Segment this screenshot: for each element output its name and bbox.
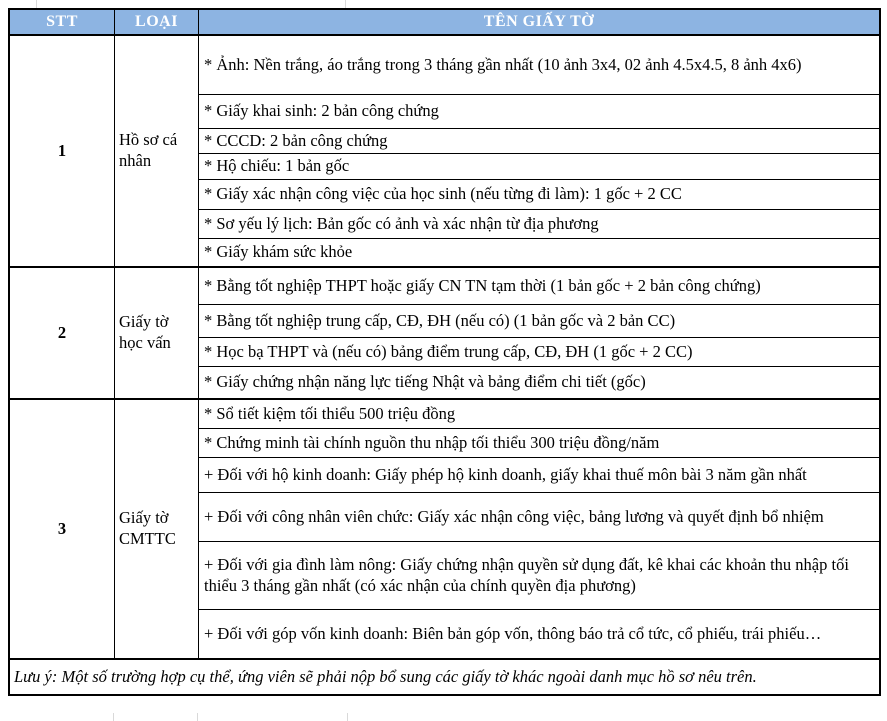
document-item[interactable]: * Giấy xác nhận công việc của học sinh (nếu từng đi làm): 1 gốc + 2 CC — [199, 179, 879, 209]
header-cell-ten[interactable]: TÊN GIẤY TỜ — [483, 13, 595, 30]
group-items — [199, 36, 879, 266]
documents-table — [8, 8, 881, 696]
group-number-cell[interactable]: 2 — [10, 268, 115, 398]
sheet-gridline — [36, 0, 37, 8]
sheet-gridline — [113, 713, 114, 721]
table-header-row — [10, 10, 879, 34]
document-item[interactable]: + Đối với công nhân viên chức: Giấy xác nhận công việc, bảng lương và quyết định bổ nhiệm — [199, 492, 879, 541]
document-item[interactable]: * Giấy chứng nhận năng lực tiếng Nhật và bảng điểm chi tiết (gốc) — [199, 366, 879, 398]
group-number-cell[interactable]: 3 — [10, 400, 115, 658]
document-item[interactable]: + Đối với hộ kinh doanh: Giấy phép hộ kinh doanh, giấy khai thuế môn bài 3 năm gần nhất — [199, 457, 879, 492]
group-type-cell[interactable]: Hồ sơ cá nhân — [115, 36, 199, 266]
header-cell-stt[interactable]: STT — [10, 10, 115, 34]
group-type-cell[interactable]: Giấy tờ học vấn — [115, 268, 199, 398]
document-item[interactable]: * Sơ yếu lý lịch: Bản gốc có ảnh và xác nhận từ địa phương — [199, 209, 879, 238]
document-item[interactable]: * Bằng tốt nghiệp trung cấp, CĐ, ĐH (nếu có) (1 bản gốc và 2 bản CC) — [199, 304, 879, 337]
group-number-cell[interactable]: 1 — [10, 36, 115, 266]
group-row-education-documents — [10, 266, 879, 398]
note-row[interactable]: Lưu ý: Một số trường hợp cụ thể, ứng viên sẽ phải nộp bổ sung các giấy tờ khác ngoài danh mục hồ sơ nêu trên. — [10, 658, 879, 694]
document-item[interactable]: * Giấy khai sinh: 2 bản công chứng — [199, 94, 879, 128]
sheet-gridline — [345, 0, 346, 8]
header-cell-loai[interactable]: LOẠI — [115, 10, 199, 34]
document-item[interactable]: * Ảnh: Nền trắng, áo trắng trong 3 tháng gần nhất (10 ảnh 3x4, 02 ảnh 4.5x4.5, 8 ảnh 4x6) — [204, 54, 802, 74]
group-row-personal-documents — [10, 34, 879, 266]
document-item[interactable]: * Học bạ THPT và (nếu có) bảng điểm trung cấp, CĐ, ĐH (1 gốc + 2 CC) — [199, 337, 879, 366]
group-items — [199, 400, 879, 658]
document-item[interactable]: * Chứng minh tài chính nguồn thu nhập tối thiểu 300 triệu đồng/năm — [199, 428, 879, 457]
sheet-gridline — [197, 713, 198, 721]
sheet-gridline — [347, 713, 348, 721]
group-type-cell[interactable]: Giấy tờ CMTTC — [115, 400, 199, 658]
document-item[interactable]: * Giấy khám sức khỏe — [199, 238, 879, 266]
group-items — [199, 268, 879, 398]
document-item[interactable]: + Đối với góp vốn kinh doanh: Biên bản góp vốn, thông báo trả cổ tức, cổ phiếu, trái phiếu… — [199, 609, 879, 658]
document-item[interactable]: * Bằng tốt nghiệp THPT hoặc giấy CN TN tạm thời (1 bản gốc + 2 bản công chứng) — [204, 275, 761, 295]
document-item[interactable]: * Sổ tiết kiệm tối thiểu 500 triệu đồng — [204, 403, 456, 423]
group-row-financial-documents — [10, 398, 879, 658]
document-item[interactable]: * Hộ chiếu: 1 bản gốc — [199, 153, 879, 179]
document-item[interactable]: + Đối với gia đình làm nông: Giấy chứng nhận quyền sử dụng đất, kê khai các khoản thu nhập tối thiểu 3 tháng gần nhất (có xác nhận của chính quyền địa phương) — [199, 541, 879, 609]
document-item[interactable]: * CCCD: 2 bản công chứng — [199, 128, 879, 153]
